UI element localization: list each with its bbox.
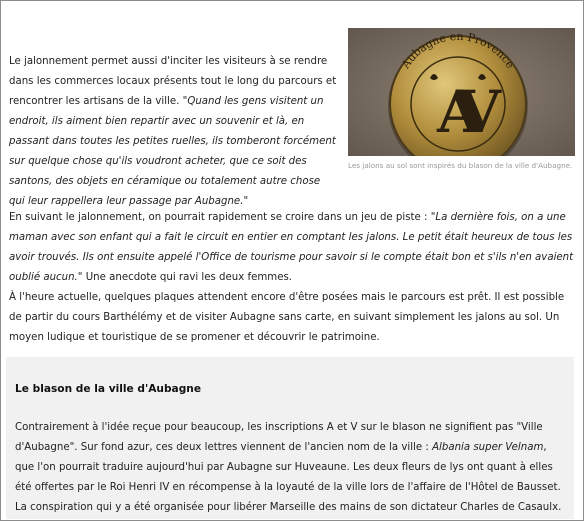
paragraph-treasure-hunt <box>9 208 575 288</box>
latin-name: Albania super Velnam <box>432 442 544 453</box>
paragraph-current-status: À l'heure actuelle, quelques plaques attendent encore d'être posées mais le parcours est prêt. Il est possible de partir du cours Barthélémy et de visiter Aubagne sans carte, en suivant simplement les jalons au sol. Un moyen ludique et touristique de se promener et découvrir le patrimoine. <box>9 292 565 343</box>
infobox-coat-of-arms <box>6 357 574 519</box>
infobox-tail: , que l'on pourrait traduire aujourd'hui par Aubagne sur Huveaune. Les deux fleurs de lys ont quant à elles été offertes par le Roi Henri IV en récompense à la loyauté de la ville lors de l'affaire de l'Hôtel de Bausset. La conspiration qui y a été organisée pour libérer Marseille des mains de son dictateur Charles de Casaulx. <box>15 442 562 513</box>
plaque-letters: AV <box>437 78 479 146</box>
infobox-lead: Contrairement à l'idée reçue pour beaucoup, les inscriptions A et V sur le blason ne signifient pas "Ville d'Aubagne". Sur fond azur, ces deux lettres viennent de l'ancien nom de la ville : <box>15 422 543 453</box>
plaque-caption-text: Aubagne en Provence <box>399 29 517 71</box>
paragraph-tail: " <box>243 196 249 207</box>
paragraph-lead: En suivant le jalonnement, on pourrait rapidement se croire dans un jeu de piste : " <box>9 212 436 223</box>
paragraph-local-shops <box>9 52 337 212</box>
quote-text: Quand les gens visitent un endroit, ils aiment bien repartir avec un souvenir et là, en passant dans toutes les petites ruelles, ils tomberont forcément sur quelque chose qu'ils voudront acheter, que ce soit des santons, des objets en céramique ou totalement autre chose qui leur rappellera leur passage par Aubagne. <box>9 96 336 207</box>
paragraph-lead: Le jalonnement permet aussi d'inciter les visiteurs à se rendre dans les commerces locaux présents tout le long du parcours et rencontrer les artisans de la ville. " <box>9 56 337 107</box>
quote-text: La dernière fois, on a une maman avec son enfant qui a fait le circuit en entier en comptant les jalons. Le petit était heureux de tous les avoir trouvés. Ils ont ensuite appelé l'Office de tourisme pour savoir si le compte était bon et s'ils n'en avaient oublié aucun. <box>9 212 574 283</box>
plaque-photo <box>348 28 575 156</box>
plaque-image <box>348 28 575 156</box>
paragraph-tail: " Une anecdote qui ravi les deux femmes. <box>77 272 293 283</box>
infobox-title: Le blason de la ville d'Aubagne <box>15 383 202 395</box>
infobox-text <box>15 418 567 518</box>
figure-caption: Les jalons au sol sont inspirés du blason de la ville d'Aubagne. <box>348 161 573 170</box>
